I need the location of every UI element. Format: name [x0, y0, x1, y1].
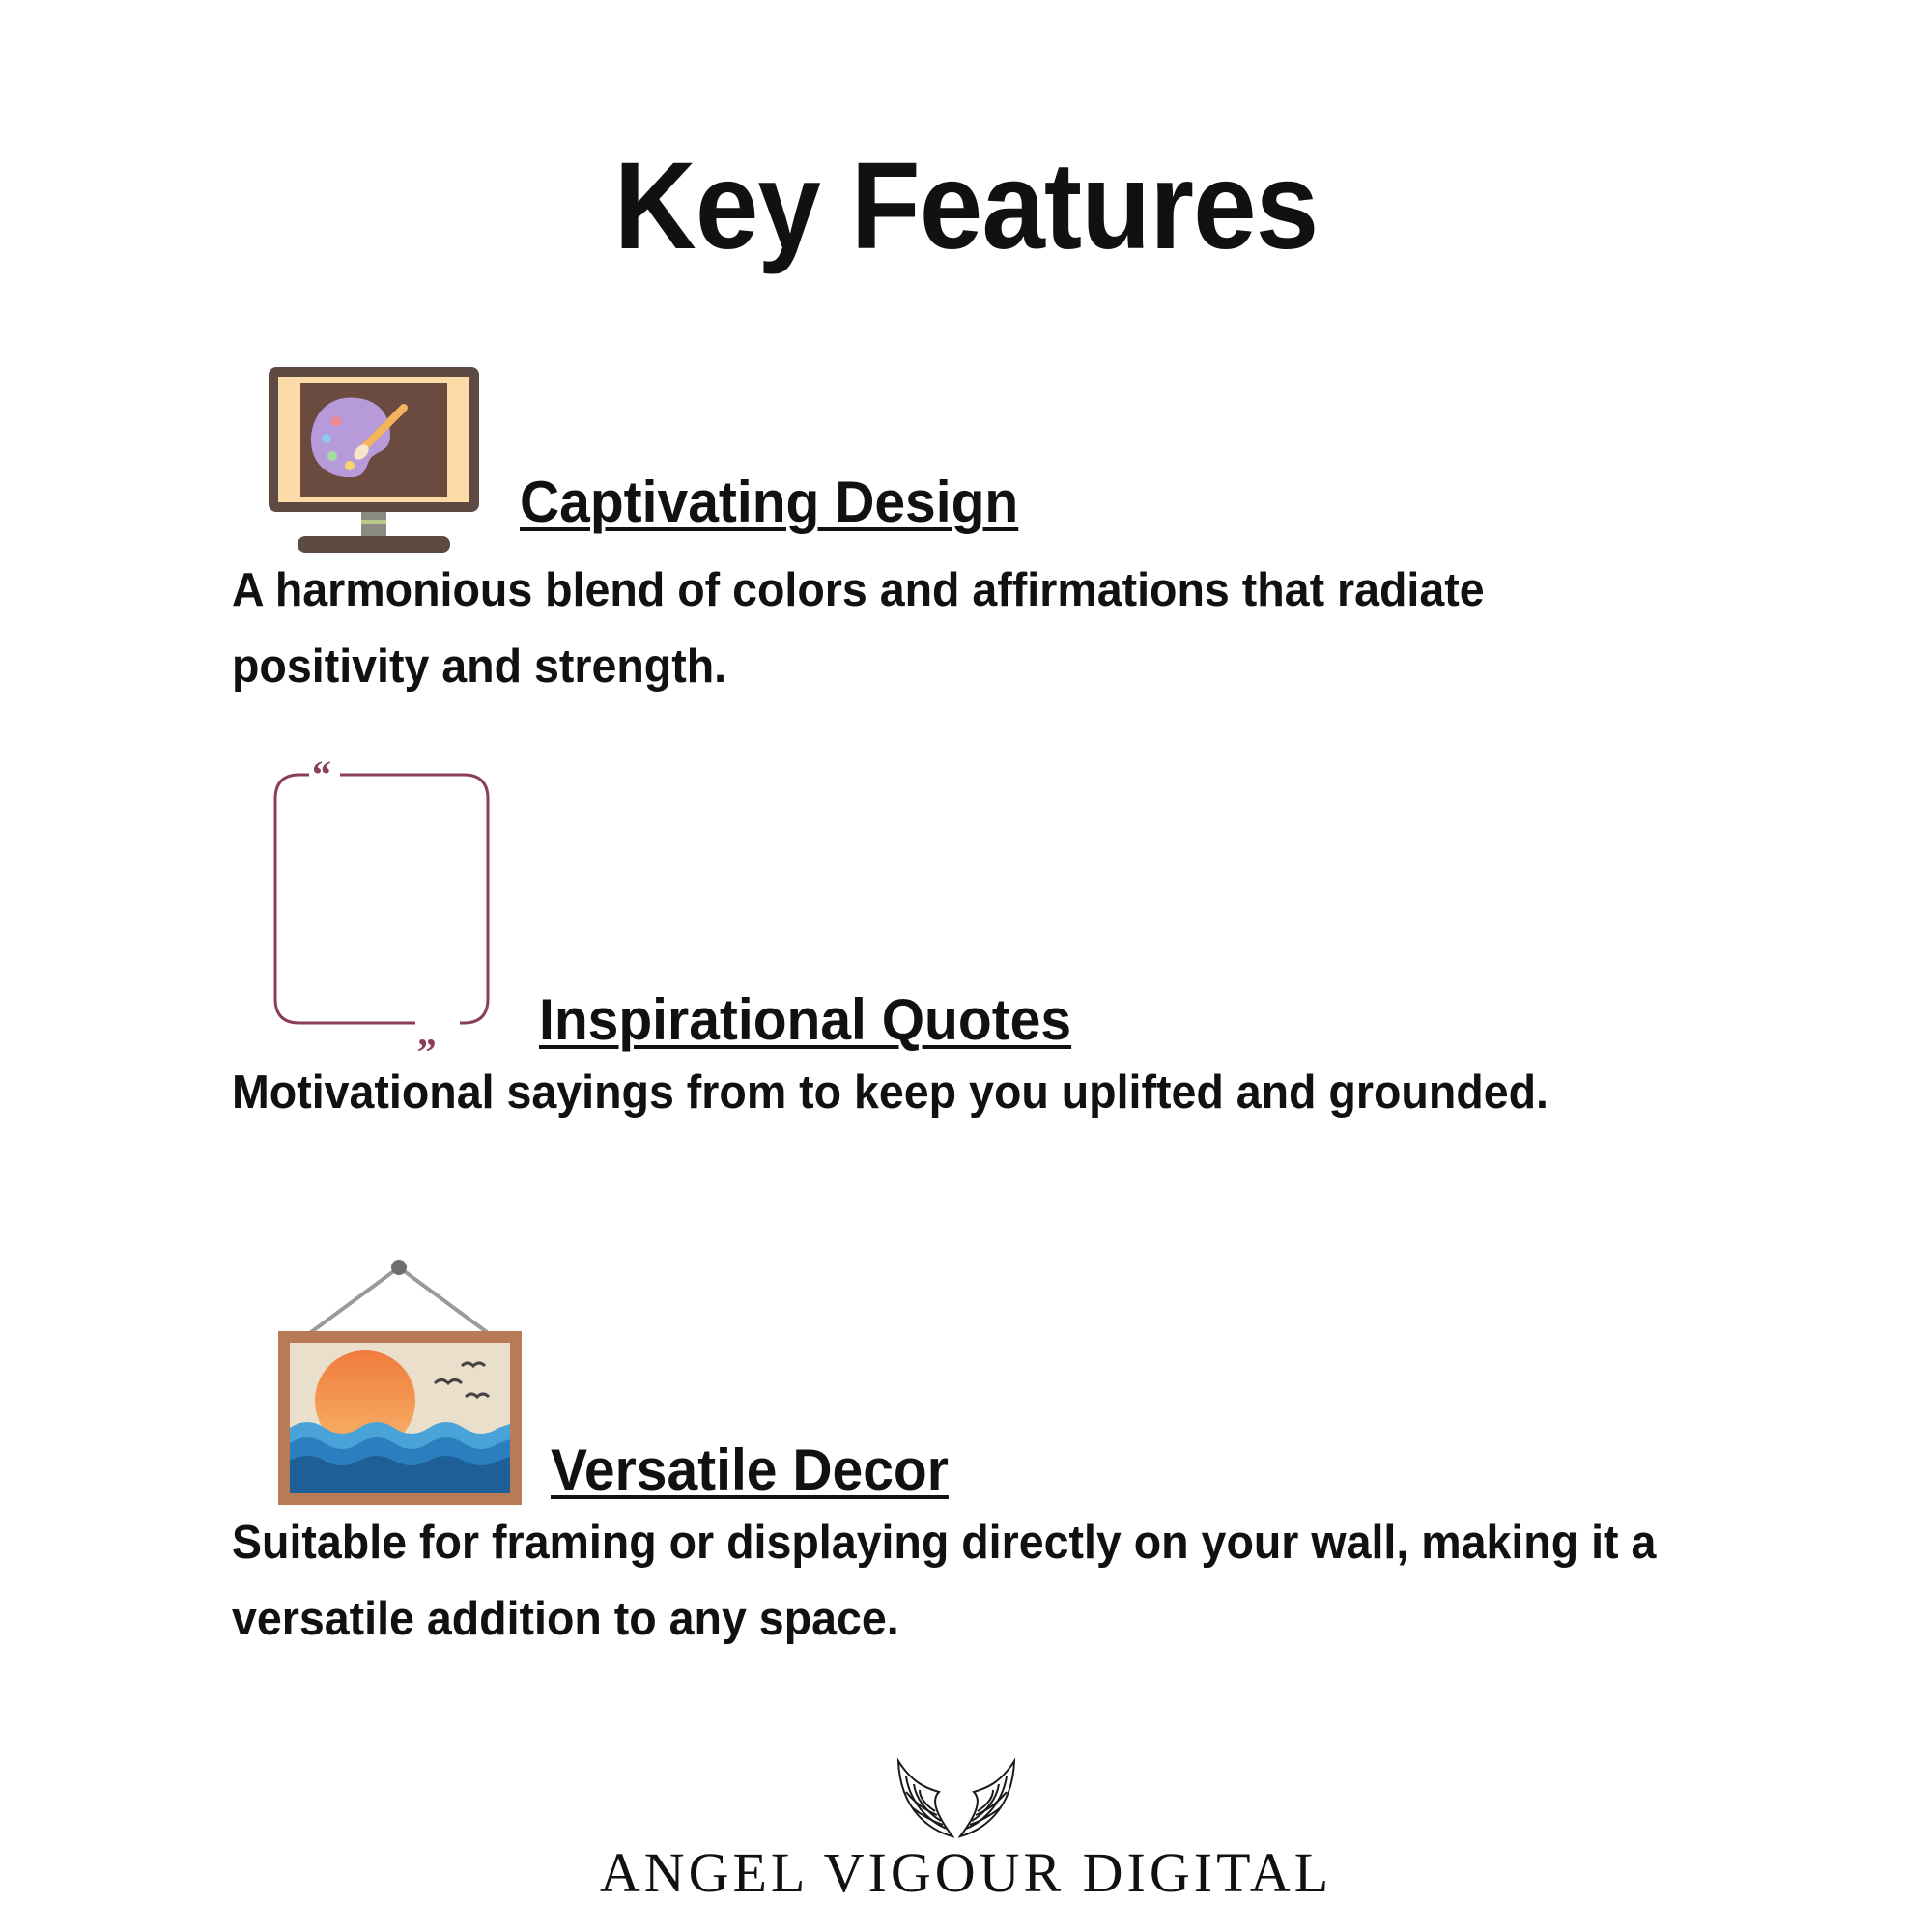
quote-frame-icon: [270, 755, 498, 1051]
svg-text:„: „: [417, 1010, 437, 1051]
feature-description: Suitable for framing or displaying directly on your wall, making it a versatile addition to any space.: [232, 1517, 1657, 1645]
angel-wings-icon: [893, 1753, 1020, 1842]
brand-name: ANGEL VIGOUR DIGITAL: [599, 1841, 1333, 1904]
monitor-palette-icon: [269, 367, 479, 553]
feature-description: A harmonious blend of colors and affirmations that radiate positivity and strength.: [232, 564, 1485, 693]
feature-heading: Inspirational Quotes: [539, 987, 1072, 1052]
feature-heading: Versatile Decor: [551, 1437, 949, 1502]
hanging-picture-icon: [276, 1258, 524, 1507]
feature-description: Motivational sayings from to keep you uplifted and grounded.: [232, 1066, 1548, 1119]
page-title: Key Features: [613, 137, 1319, 275]
svg-text:“: “: [312, 755, 331, 796]
feature-heading: Captivating Design: [520, 469, 1019, 534]
